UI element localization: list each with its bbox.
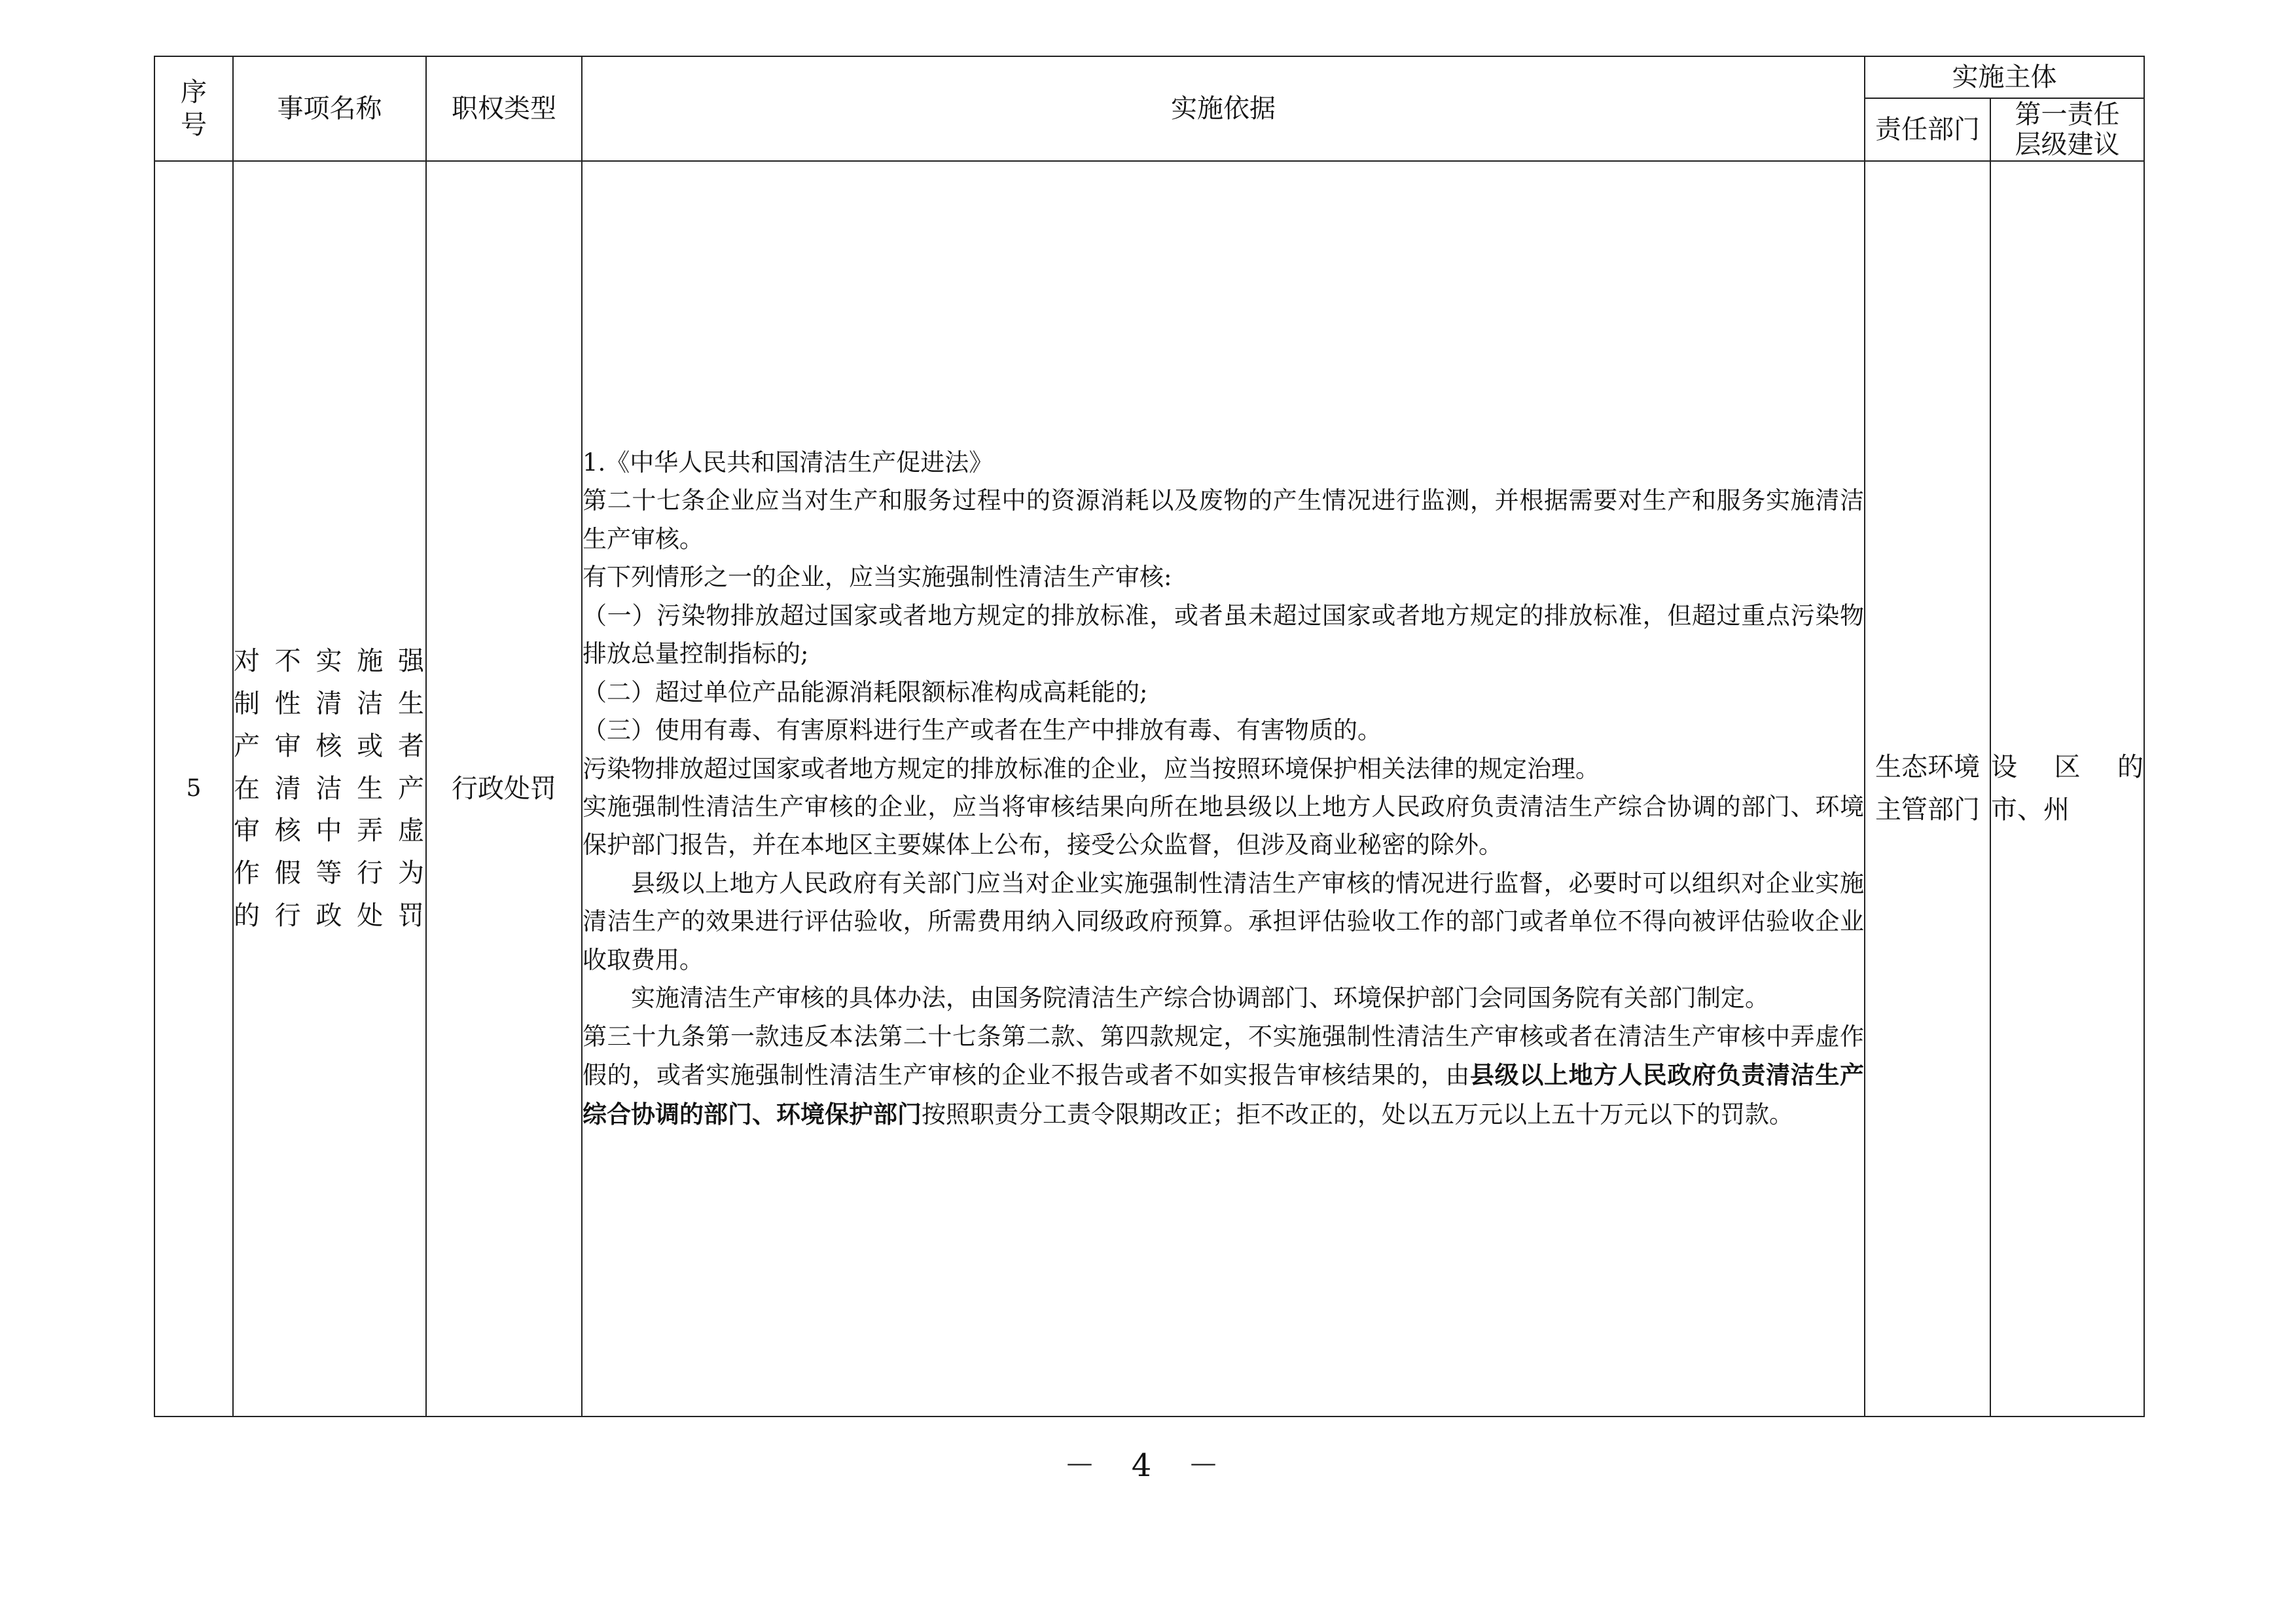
basis-paragraph: 第二十七条企业应当对生产和服务过程中的资源消耗以及废物的产生情况进行监测，并根据需要对生产和服务实施清洁生产审核。 [583, 486, 1864, 553]
basis-penalty-bold: 县级以上地方人民政府负责清洁生产综合协调的部门、环境保护部门 [583, 1060, 1864, 1128]
header-level-line2: 层级建议 [2015, 130, 2120, 160]
header-basis: 实施依据 [582, 56, 1865, 161]
basis-paragraph: 实施清洁生产审核的具体办法，由国务院清洁生产综合协调部门、环境保护部门会同国务院有关部门制定。 [631, 984, 1769, 1013]
table-row [154, 161, 2144, 1416]
row-level-line: 市、州 [1991, 795, 2070, 825]
row-item-name-line: 作假等行为 [234, 858, 425, 889]
header-subject: 实施主体 [1865, 56, 2144, 98]
row-dept-line: 主管部门 [1875, 795, 1980, 825]
header-level-line1: 第一责任 [2015, 99, 2120, 130]
header-index-line2: 号 [181, 110, 207, 140]
row-level-suggestion [1990, 161, 2144, 1416]
row-item-name-line: 审核中弄虚 [234, 816, 425, 846]
row-item-name [233, 161, 426, 1416]
basis-law-title: 1.《中华人民共和国清洁生产促进法》 [583, 448, 994, 477]
basis-paragraph: （三）使用有毒、有害原料进行生产或者在生产中排放有毒、有害物质的。 [583, 716, 1382, 745]
header-item-name: 事项名称 [233, 56, 426, 161]
row-responsible-dept [1865, 161, 1990, 1416]
basis-paragraph: 污染物排放超过国家或者地方规定的排放标准的企业，应当按照环境保护相关法律的规定治理。 [583, 754, 1600, 783]
row-item-name-line: 在清洁生产 [234, 773, 425, 804]
basis-paragraph: 县级以上地方人民政府有关部门应当对企业实施强制性清洁生产审核的情况进行监督，必要时可以组织对企业实施清洁生产的效果进行评估验收，所需费用纳入同级政府预算。承担评估验收工作的部门或者单位不得向被评估验收企业收取费用。 [583, 869, 1864, 974]
row-item-name-line: 制性清洁生 [234, 689, 425, 719]
basis-penalty-pre: 第三十九条第一款违反本法第二十七条第二款、第四款规定，不实施强制性清洁生产审核或者在清洁生产审核中弄虚作假的，或者实施强制性清洁生产审核的企业不报告或者不如实报告审核结果的，由 [583, 1022, 1864, 1090]
header-level-suggestion [1990, 98, 2144, 161]
header-authority-type: 职权类型 [426, 56, 582, 161]
basis-paragraph: （二）超过单位产品能源消耗限额标准构成高耗能的; [583, 677, 1148, 706]
row-item-name-line: 对不实施强 [234, 646, 425, 677]
page-number: － 4 － [1064, 1447, 1232, 1484]
basis-paragraph: 实施强制性清洁生产审核的企业，应当将审核结果向所在地县级以上地方人民政府负责清洁生产综合协调的部门、环境保护部门报告，并在本地区主要媒体上公布，接受公众监督，但涉及商业秘密的除外。 [583, 793, 1864, 859]
header-index [154, 56, 233, 161]
row-authority-type: 行政处罚 [426, 161, 582, 1416]
row-index: 5 [154, 161, 233, 1416]
header-responsible-dept: 责任部门 [1865, 98, 1990, 161]
basis-penalty-post: 按照职责分工责令限期改正；拒不改正的，处以五万元以上五十万元以下的罚款。 [922, 1100, 1793, 1128]
basis-paragraph: 有下列情形之一的企业，应当实施强制性清洁生产审核: [583, 563, 1172, 592]
basis-paragraph: （一）污染物排放超过国家或者地方规定的排放标准，或者虽未超过国家或者地方规定的排放标准，但超过重点污染物排放总量控制指标的; [583, 601, 1864, 668]
row-dept-line: 生态环境 [1875, 752, 1980, 783]
basis-penalty-paragraph [583, 1018, 1864, 1134]
row-basis [582, 161, 1865, 1416]
header-index-line1: 序 [181, 77, 207, 107]
row-level-line: 设 区 的 [1991, 752, 2144, 783]
row-item-name-line: 的行政处罚 [234, 900, 425, 931]
row-item-name-line: 产审核或者 [234, 731, 425, 761]
authority-table [154, 56, 2145, 1417]
